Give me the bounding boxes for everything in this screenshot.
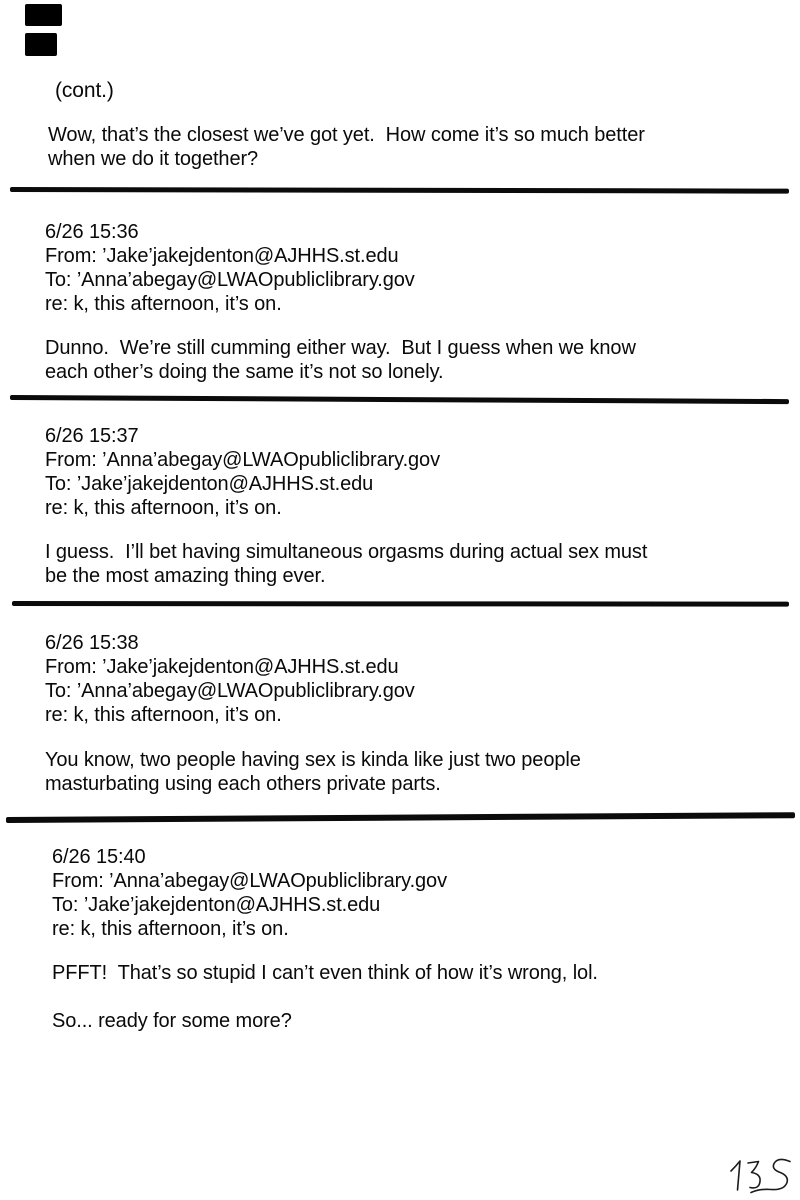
email-from: From: ’Jake’jakejdenton@AJHHS.st.edu xyxy=(45,245,399,267)
email-body xyxy=(45,540,647,588)
email-body-line: So... ready for some more? xyxy=(52,1010,292,1032)
email-to: To: ’Anna’abegay@LWAOpubliclibrary.gov xyxy=(45,269,415,291)
email-body-line: be the most amazing thing ever. xyxy=(45,565,326,587)
email-timestamp: 6/26 15:40 xyxy=(52,846,146,868)
email-subject: re: k, this afternoon, it’s on. xyxy=(45,704,282,726)
intro-line: Wow, that’s the closest we’ve got yet. How come it’s so much better xyxy=(48,124,645,146)
email-body-line: I guess. I’ll bet having simultaneous orgasms during actual sex must xyxy=(45,541,648,563)
email-body-line: Dunno. We’re still cumming either way. But I guess when we know xyxy=(45,337,636,359)
handwritten-page-number xyxy=(726,1154,798,1198)
email-body-line: each other’s doing the same it’s not so lonely. xyxy=(45,361,444,383)
email-header xyxy=(45,631,415,727)
email-from: From: ’Anna’abegay@LWAOpubliclibrary.gov xyxy=(45,449,440,471)
email-body xyxy=(45,748,581,796)
email-to: To: ’Jake’jakejdenton@AJHHS.st.edu xyxy=(45,473,374,495)
email-timestamp: 6/26 15:38 xyxy=(45,632,139,654)
corner-mark-top xyxy=(25,4,62,26)
email-subject: re: k, this afternoon, it’s on. xyxy=(45,293,282,315)
continued-label: (cont.) xyxy=(55,79,114,102)
email-header xyxy=(45,220,415,316)
email-header xyxy=(52,845,447,941)
corner-mark-bottom xyxy=(25,33,57,56)
email-from: From: ’Anna’abegay@LWAOpubliclibrary.gov xyxy=(52,870,447,892)
email-body-line: PFFT! That’s so stupid I can’t even think of how it’s wrong, lol. xyxy=(52,962,598,984)
email-timestamp: 6/26 15:37 xyxy=(45,425,139,447)
email-body-line xyxy=(52,985,598,1009)
section-divider xyxy=(10,395,789,404)
email-body-line: You know, two people having sex is kinda like just two people xyxy=(45,749,581,771)
email-body xyxy=(45,336,636,384)
page-number-strokes xyxy=(726,1154,798,1198)
email-header xyxy=(45,424,440,520)
section-divider xyxy=(12,601,789,607)
email-to: To: ’Anna’abegay@LWAOpubliclibrary.gov xyxy=(45,680,415,702)
email-subject: re: k, this afternoon, it’s on. xyxy=(45,497,282,519)
email-body xyxy=(52,961,598,1033)
intro-paragraph xyxy=(48,123,645,171)
email-timestamp: 6/26 15:36 xyxy=(45,221,139,243)
email-from: From: ’Jake’jakejdenton@AJHHS.st.edu xyxy=(45,656,399,678)
section-divider xyxy=(6,812,795,823)
section-divider xyxy=(10,187,789,194)
email-subject: re: k, this afternoon, it’s on. xyxy=(52,918,289,940)
email-body-line: masturbating using each others private parts. xyxy=(45,773,441,795)
intro-line: when we do it together? xyxy=(48,148,259,170)
email-to: To: ’Jake’jakejdenton@AJHHS.st.edu xyxy=(52,894,381,916)
continued-label-wrap xyxy=(55,79,114,103)
